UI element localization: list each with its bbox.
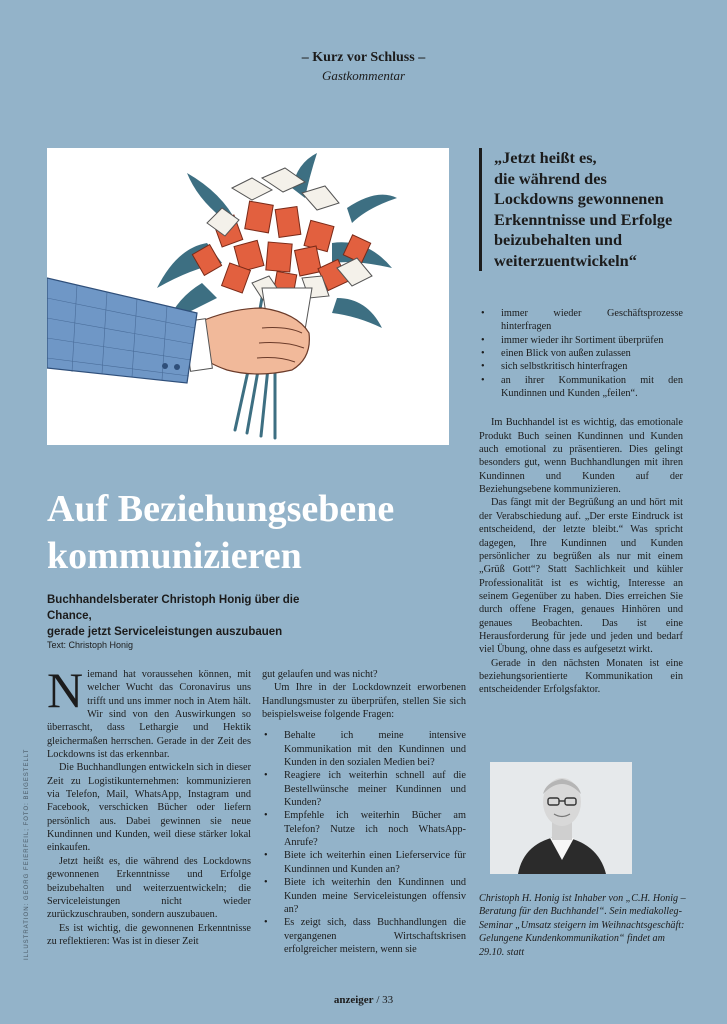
list-item: • Behalte ich meine intensive Kommunikation mit den Kundinnen und Kunden in den sozialen Medien bei? <box>262 729 466 769</box>
author-caption: Christoph H. Honig ist Inhaber von „C.H. Honig – Beratung für den Buchhandel“. Sein mediakolleg-Seminar „Umsatz steigern im Weihnachtsgeschäft: Gelungene Kundenkommunikation“ findet am 29.10. statt <box>479 893 686 958</box>
list-item: • einen Blick von außen zulassen <box>479 347 683 360</box>
pull-quote-line: Lockdowns gewonnenen <box>494 189 664 208</box>
list-item: • Biete ich weiterhin einen Lieferservice für Kundinnen und Kunden an? <box>262 849 466 876</box>
page-footer <box>0 994 727 1006</box>
article-deck <box>47 592 347 640</box>
body-paragraph: Es ist wichtig, die gewonnenen Erkenntnisse zu reflektieren: Was ist in dieser Zeit <box>47 922 251 947</box>
pull-quote-line: beizubehalten und <box>494 230 623 249</box>
list-item: • immer wieder Geschäftsprozesse hinterfragen <box>479 307 683 334</box>
author-portrait <box>490 762 632 874</box>
body-paragraph: Um Ihre in der Lockdownzeit erworbenen Handlungsmuster zu überprüfen, stellen Sie sich beispielsweise folgende Fragen: <box>262 682 466 721</box>
body-paragraph: Jetzt heißt es, die während des Lockdowns gewonnenen Erkenntnisse und Erfolge beizubehalten und weiterzuentwickeln; die Serviceleistungen nicht wieder zurückzuschrauben, sondern auszubauen. <box>47 855 251 921</box>
body-column-3 <box>479 307 683 697</box>
body-column-2 <box>262 668 466 962</box>
deck-line: gerade jetzt Serviceleistungen auszubauen <box>47 626 283 638</box>
body-paragraph: Die Buchhandlungen entwickeln sich in dieser Zeit zu Logistikunternehmen: kommunizieren via Telefon, Mail, WhatsApp, Instagram und Facebook, verschicken Bücher oder liefern persönlich aus. Dabei gewinnen sie neue Kundinnen und Kunden, weil diese stärker lokal einkaufen. <box>47 762 251 854</box>
photo-credit <box>24 748 34 960</box>
publication-name: anzeiger <box>333 994 374 1006</box>
body-column-1 <box>47 662 251 948</box>
list-item: • Empfehle ich weiterhin Bücher am Telefon? Nutze ich noch WhatsApp-Anrufe? <box>262 809 466 849</box>
list-item: • Reagiere ich weiterhin schnell auf die Bestellwünsche meiner Kundinnen und Kunden? <box>262 769 466 809</box>
section-kicker <box>0 50 727 84</box>
body-paragraph: Gerade in den nächsten Monaten ist eine beziehungsorientierte Kommunikation ein entscheidender Erfolgsfaktor. <box>479 657 683 696</box>
byline: Text: Christoph Honig <box>47 640 134 650</box>
headline-line: Auf Beziehungsebene <box>47 488 395 530</box>
page-number: 33 <box>382 994 394 1006</box>
deck-line: Buchhandelsberater Christoph Honig über die Chance, <box>47 594 300 622</box>
list-item: • an ihrer Kommunikation mit den Kundinnen und Kunden „feilen“. <box>479 374 683 401</box>
list-item: • Es zeigt sich, dass Buchhandlungen die vergangenen Wirtschaftskrisen erfolgreicher meistern, wenn sie <box>262 916 466 956</box>
footer-separator: / <box>373 994 383 1006</box>
success-list <box>479 307 683 400</box>
kicker-subtitle: Gastkommentar <box>321 68 406 83</box>
pull-quote-line: weiterzuentwickeln“ <box>494 250 637 270</box>
pull-quote-line: Erkenntnisse und Erfolge <box>494 209 673 229</box>
question-list <box>262 729 466 956</box>
body-paragraph: Das fängt mit der Begrüßung an und hört mit der Verabschiedung auf. „Der erste Eindruck ist entscheidend, der letzte bleibt.“ Was spricht dagegen, Ihre Kundinnen und Kunden persönlicher zu begrüßen als nur mit einem „Grüß Gott“? Statt Sachlichkeit und kühler Professionalität ist es wichtig, Interesse an seinem Gegenüber zu haben. Dies erreichen Sie durch offene Fragen, genaues Hinhören und genaues Beobachten. Das ist eine Herausforderung für jede und jeden und bedarf viel Übung, ohne dass es aufgesetzt wirkt. <box>479 497 683 656</box>
kicker-title: – Kurz vor Schluss – <box>301 50 426 65</box>
body-paragraph: Im Buchhandel ist es wichtig, das emotionale Produkt Buch seinen Kundinnen und Kunden auch emotional zu präsentieren. Dies gelingt besonders gut, wenn Buchhandlungen mit ihren Kundinnen und Kunden auf der Beziehungsebene kommunizieren. <box>479 417 683 496</box>
pull-quote-line: „Jetzt heißt es, <box>494 148 597 167</box>
pull-quote-line: die während des <box>494 168 607 188</box>
photo-credit-text: ILLUSTRATION: GEORG FEIERFEIL; FOTO: BEIGESTELLT <box>24 748 30 960</box>
headline-line: kommunizieren <box>47 535 302 577</box>
body-paragraph: gut gelaufen und was nicht? <box>262 669 378 680</box>
paragraph-text: iemand hat voraussehen können, mit welcher Wucht das Coronavirus uns trifft und uns immer noch in Atem hält. Wir sind von den Auswirkungen so überrascht, dass Lethargie und Hektik gleichermaßen herrschen. Gerade in der Zeit des Lockdowns ist das erkennbar. <box>47 669 251 761</box>
book-bouquet-illustration <box>47 148 449 445</box>
body-paragraph <box>47 662 251 761</box>
list-item: • immer wieder ihr Sortiment überprüfen <box>479 334 683 347</box>
pull-quote <box>479 148 689 271</box>
drop-cap: N <box>47 662 84 718</box>
article-headline <box>47 486 467 580</box>
list-item: • sich selbstkritisch hinterfragen <box>479 360 683 373</box>
list-item: • Biete ich weiterhin den Kundinnen und Kunden meine Serviceleistungen offensiv an? <box>262 876 466 916</box>
